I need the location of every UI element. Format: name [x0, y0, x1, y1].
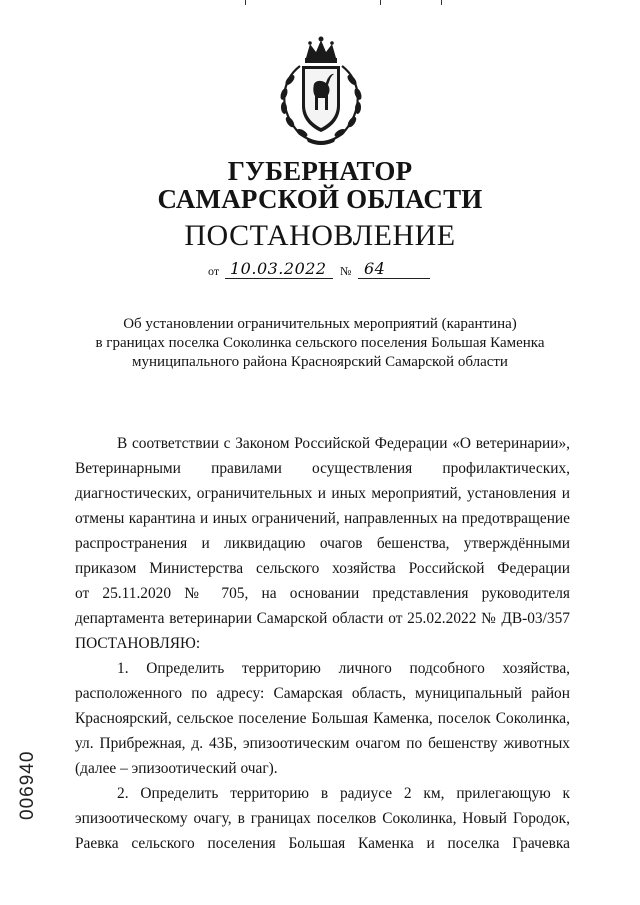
- body-line: В соответствии с Законом Российской Федерации «О ветеринарии»,: [117, 435, 570, 452]
- authority-region: САМАРСКОЙ ОБЛАСТИ: [157, 184, 483, 214]
- registration-line: [208, 260, 438, 282]
- body-line: (далее – эпизоотический очаг).: [75, 760, 278, 777]
- clause-1-line: 1. Определить территорию личного подсобного хозяйства,: [117, 660, 570, 677]
- subject-line: муниципального района Красноярский Самарской области: [132, 354, 508, 370]
- body-line: распространения и ликвидацию очагов бешенства, утверждёнными: [75, 535, 570, 552]
- body-line: Красноярский, сельское поселение Большая Каменка, поселок Соколинка,: [75, 710, 570, 727]
- authority-title: ГУБЕРНАТОР: [227, 156, 413, 186]
- number-label: №: [340, 264, 352, 278]
- body-line: департамента ветеринарии Самарской области от 25.02.2022 № ДВ-03/357: [75, 610, 570, 627]
- body-line: отмены карантина и иных ограничений, направленных на предотвращение: [75, 510, 570, 527]
- body-line: Ветеринарными правилами осуществления профилактических,: [75, 460, 570, 477]
- samara-region-coat-of-arms-icon: [270, 36, 372, 148]
- body-line: диагностических, ограничительных и иных мероприятий, установления и: [75, 485, 570, 502]
- body-line: Раевка сельского поселения Большая Каменка и поселка Грачевка: [75, 835, 570, 852]
- subject-line: Об установлении ограничительных мероприятий (карантина): [123, 316, 517, 332]
- clause-2-line: 2. Определить территорию в радиусе 2 км, прилегающую к: [117, 785, 570, 802]
- handwritten-date: 10.03.2022: [230, 259, 327, 278]
- scan-edge-marks: [245, 0, 445, 6]
- margin-serial-number: 006940: [17, 750, 38, 820]
- body-line: эпизоотическому очагу, в границах поселков Соколинка, Новый Городок,: [75, 810, 570, 827]
- body-line: ул. Прибрежная, д. 43Б, эпизоотическим очагом по бешенству животных: [75, 735, 570, 752]
- handwritten-number: 64: [364, 259, 386, 278]
- resolution-word: ПОСТАНОВЛЯЮ:: [75, 635, 201, 652]
- body-line: приказом Министерства сельского хозяйства Российской Федерации: [75, 560, 570, 577]
- document-subject: [0, 315, 640, 372]
- subject-line: в границах поселка Соколинка сельского поселения Большая Каменка: [95, 335, 545, 351]
- date-label: от: [208, 264, 220, 278]
- body-line: от 25.11.2020 № 705, на основании представления руководителя: [75, 585, 570, 602]
- document-type-title: ПОСТАНОВЛЕНИЕ: [184, 219, 456, 252]
- body-line: расположенного по адресу: Самарская область, муниципальный район: [75, 685, 570, 702]
